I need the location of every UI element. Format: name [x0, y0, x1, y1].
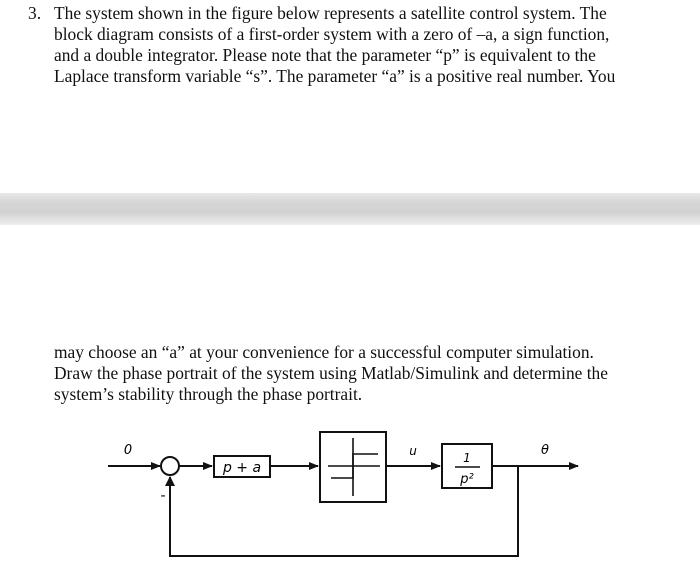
text-line: Draw the phase portrait of the system using Matlab/Simulink and determine the [54, 363, 608, 383]
block1-label: p + a [222, 460, 262, 476]
summing-junction [161, 457, 179, 475]
block3-denominator: p² [460, 472, 474, 487]
text-line: system’s stability through the phase portrait. [54, 384, 363, 404]
block-diagram [0, 420, 700, 570]
page-divider [0, 193, 700, 225]
text-line: may choose an “a” at your convenience for a successful computer simulation. [54, 342, 594, 362]
control-label: u [409, 444, 417, 458]
text-line: and a double integrator. Please note that the parameter “p” is equivalent to the [54, 45, 596, 65]
text-line: Laplace transform variable “s”. The parameter “a” is a positive real number. You [54, 66, 616, 86]
text-line: The system shown in the figure below represents a satellite control system. The [54, 3, 607, 23]
block-diagram-svg [0, 420, 700, 570]
problem-statement-bottom [54, 342, 608, 405]
sign-function-symbol [328, 438, 380, 496]
feedback-arrowhead [165, 476, 175, 486]
feedback-sign: - [160, 488, 166, 504]
text-line: block diagram consists of a first-order system with a zero of –a, a sign function, [54, 24, 610, 44]
output-label: θ [541, 443, 549, 458]
block3-numerator: 1 [463, 451, 471, 465]
problem-number: 3. [28, 3, 42, 23]
input-label: 0 [123, 443, 133, 458]
